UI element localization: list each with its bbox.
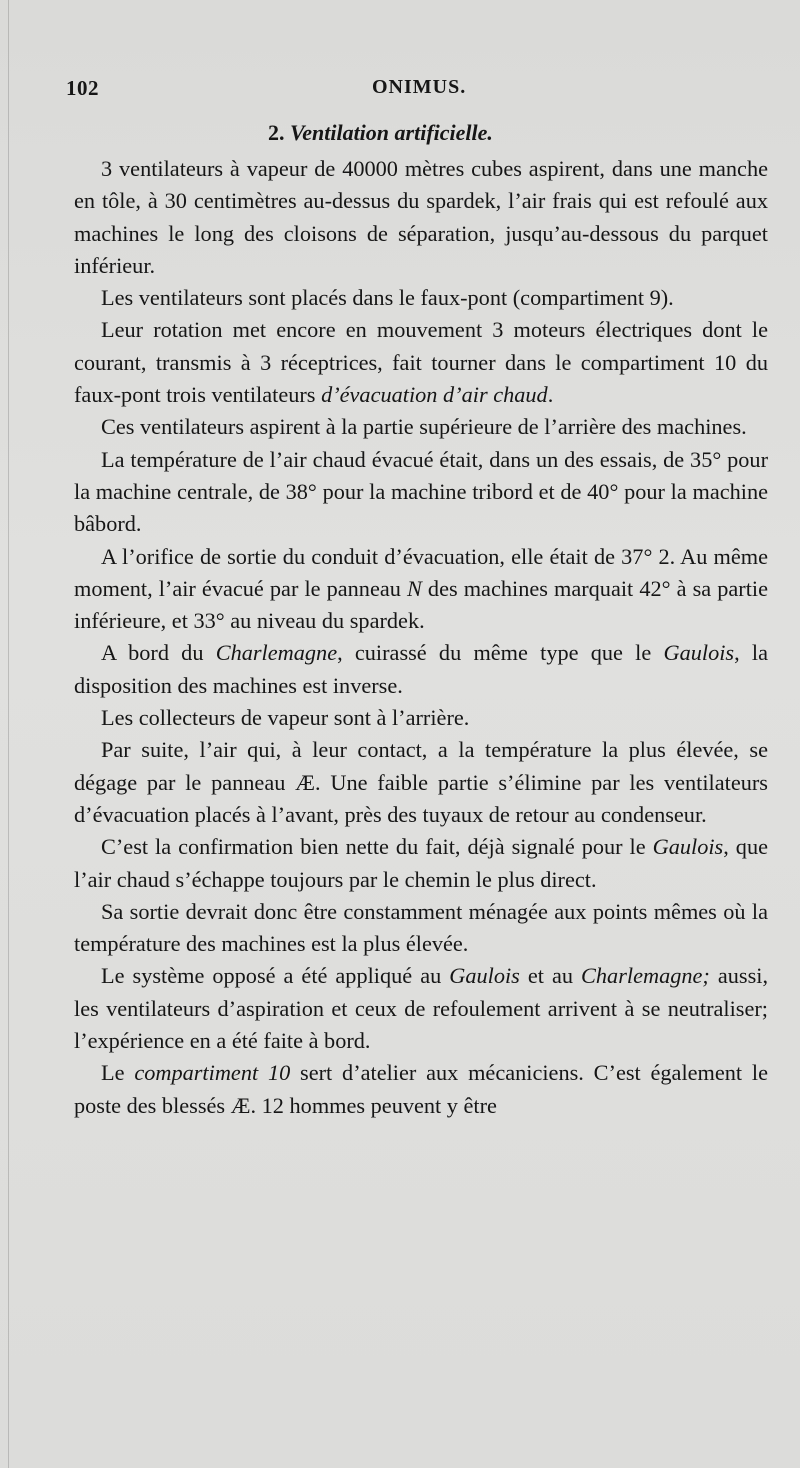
paragraph (74, 541, 768, 638)
paragraph (74, 960, 768, 1057)
text-run: Le système opposé a été appliqué au (101, 963, 450, 989)
paragraph (74, 637, 768, 702)
text-run: Sa sortie devrait donc être constamment ménagée aux points mêmes où la température des machines est la plus élevée. (74, 898, 768, 957)
text-run: A l’orifice de sortie du conduit d’évacuation, elle était de 37° 2. Au même moment, l’air évacué par le panneau (74, 543, 768, 601)
text-run: Les ventilateurs sont placés dans le faux-pont (compartiment 9). (101, 285, 674, 311)
italic-text: N (406, 575, 422, 601)
text-run: La température de l’air chaud évacué était, dans un des essais, de 35° pour la machine centrale, de 38° pour la machine tribord et de 40° pour la machine bâbord. (74, 446, 768, 537)
italic-text: d’évacuation d’air chaud (321, 382, 548, 408)
paragraph (74, 831, 768, 896)
text-run: Les collecteurs de vapeur sont à l’arrière. (101, 705, 470, 731)
paragraph (74, 444, 768, 541)
text-run: C’est la confirmation bien nette du fait, déjà signalé pour le (101, 834, 653, 860)
body-text (74, 153, 768, 1122)
section-heading (268, 120, 493, 146)
paragraph (74, 896, 768, 961)
text-run: aussi, les ventilateurs d’aspiration et ceux de refoulement arrivent à se neutraliser; l’expérience en a été faite à bord. (74, 963, 769, 1054)
text-run: sert d’atelier aux mécaniciens. C’est également le poste des blessés Æ. 12 hommes peuvent y être (74, 1060, 768, 1118)
paragraph (74, 153, 768, 282)
paragraph (74, 734, 768, 831)
italic-text: Charlemagne; (581, 963, 710, 989)
text-run: 3 ventilateurs à vapeur de 40000 mètres cubes aspirent, dans une manche en tôle, à 30 centimètres au-dessus du spardek, l’air frais qui est refoulé aux machines le long des cloisons de séparation, jusqu’au-dessous du parquet inférieur. (74, 156, 768, 278)
text-run: A bord du (101, 640, 216, 666)
text-run: , la disposition des machines est inverse. (74, 640, 768, 698)
paragraph (74, 282, 768, 314)
text-run: Par suite, l’air qui, à leur contact, a la température la plus élevée, se dégage par le panneau Æ. Une faible partie s’élimine par les ventilateurs d’évacuation placés à l’avant, près des tuyaux de retour au condenseur. (74, 737, 768, 827)
section-title: Ventilation artificielle. (290, 120, 493, 145)
page-header (66, 76, 770, 106)
section-number: 2. (268, 120, 285, 145)
text-run: Le (101, 1060, 135, 1086)
running-head: ONIMUS. (372, 76, 467, 98)
text-run: , que l’air chaud s’échappe toujours par le chemin le plus direct. (74, 834, 768, 892)
page-number: 102 (66, 76, 99, 100)
text-run: des machines marquait 42° à sa partie inférieure, et 33° au niveau du spardek. (74, 575, 768, 634)
italic-text: Gaulois (652, 834, 724, 860)
paragraph (74, 702, 768, 734)
paragraph (74, 314, 768, 411)
paragraph (74, 411, 768, 443)
text-run: Ces ventilateurs aspirent à la partie supérieure de l’arrière des machines. (101, 414, 747, 440)
italic-text: compartiment 10 (134, 1060, 291, 1086)
text-run: et au (519, 963, 582, 989)
italic-text: Gaulois (663, 640, 735, 666)
paragraph (74, 1057, 768, 1122)
scan-edge-line (8, 0, 9, 1468)
italic-text: Gaulois (449, 963, 520, 989)
italic-text: Charlemagne (215, 640, 338, 666)
text-run: Leur rotation met encore en mouvement 3 moteurs électriques dont le courant, transmis à 3 réceptrices, fait tourner dans le compartiment 10 du faux-pont trois ventilateurs (74, 317, 768, 408)
text-run: , cuirassé du même type que le (337, 640, 664, 666)
text-run: . (547, 382, 554, 408)
